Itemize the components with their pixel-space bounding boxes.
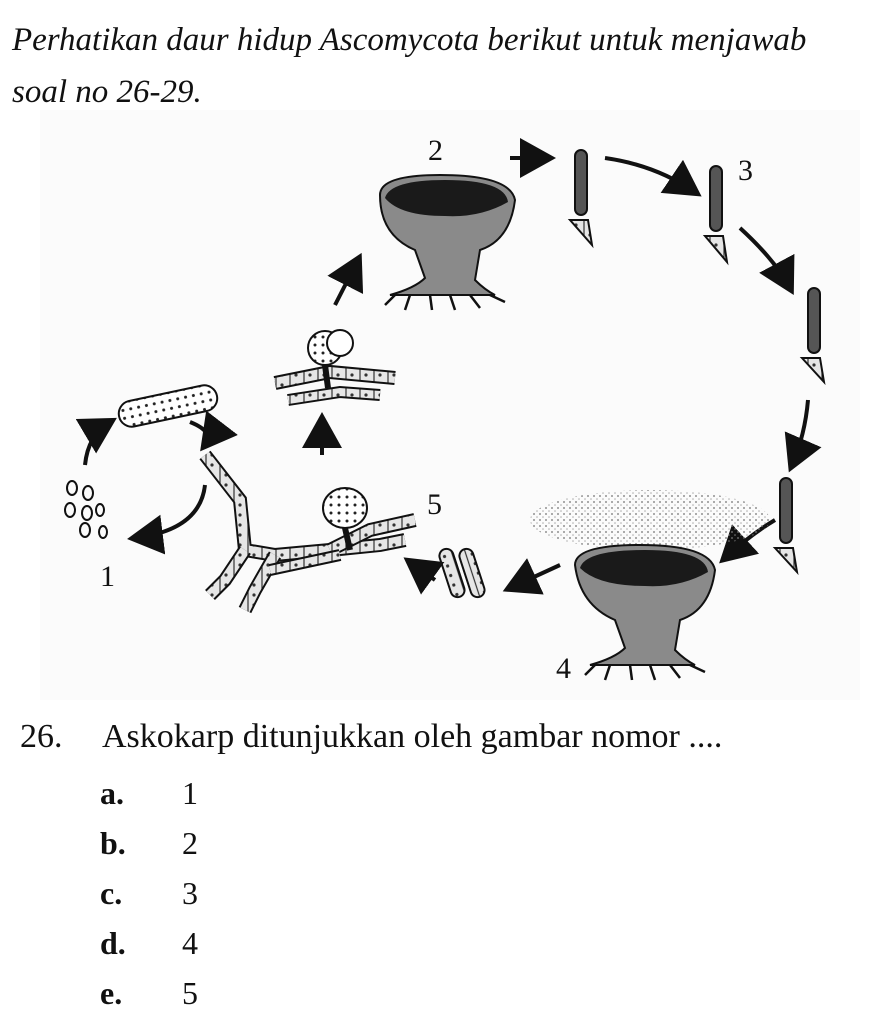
intro-line-2: soal no 26-29. [12, 74, 202, 110]
question-text: Askokarp ditunjukkan oleh gambar nomor .... [102, 718, 723, 755]
intro-text [12, 14, 872, 118]
intro-line-1: Perhatikan daur hidup Ascomycota berikut untuk menjawab [12, 22, 807, 58]
option-letter: e. [100, 975, 123, 1011]
option-letter: c. [100, 875, 123, 911]
label-4: 4 [556, 652, 571, 685]
label-1: 1 [100, 560, 115, 593]
option-text: 3 [182, 875, 198, 911]
option-letter: b. [100, 825, 126, 861]
option-text: 5 [182, 975, 198, 1011]
option-text: 1 [182, 775, 198, 811]
option-a[interactable] [100, 768, 198, 818]
life-cycle-diagram [40, 110, 860, 700]
option-d[interactable] [100, 918, 198, 968]
option-text: 2 [182, 825, 198, 861]
ascomycota-life-cycle-figure [40, 110, 860, 700]
question-26 [20, 712, 722, 762]
option-b[interactable] [100, 818, 198, 868]
answer-options [100, 768, 198, 1018]
option-letter: d. [100, 925, 126, 961]
option-c[interactable] [100, 868, 198, 918]
label-2: 2 [428, 134, 443, 167]
option-text: 4 [182, 925, 198, 961]
question-number: 26. [20, 718, 63, 755]
option-letter: a. [100, 775, 124, 811]
label-5: 5 [427, 488, 442, 521]
label-3: 3 [738, 154, 753, 187]
option-e[interactable] [100, 968, 198, 1018]
